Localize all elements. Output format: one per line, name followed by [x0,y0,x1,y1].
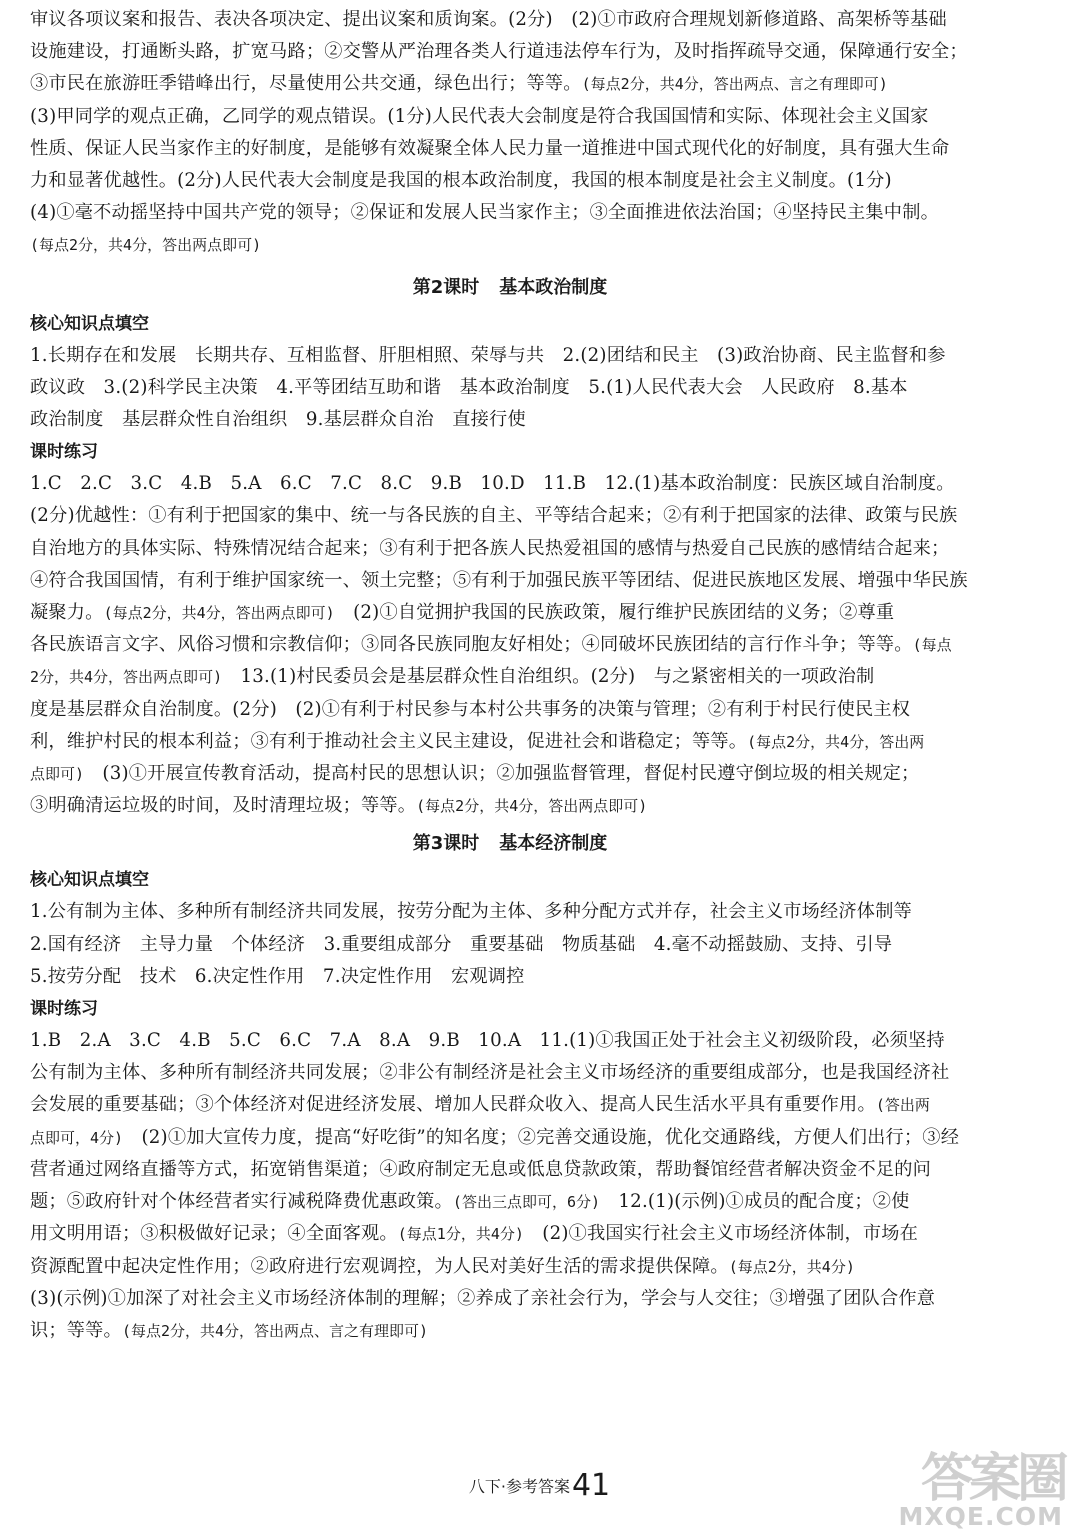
text-line: ③明确清运垃圾的时间，及时清理垃圾；等等。(每点2分，共4分，答出两点即可) [30,795,648,817]
text-line: ④符合我国国情，有利于维护国家统一、领土完整；⑤有利于加强民族平等团结、促进民族地区发展、增强中华民族 [30,569,968,591]
text-line: (4)①毫不动摇坚持中国共产党的领导；②保证和发展人民当家作主；③全面推进依法治国；④坚持民主集中制。 [30,202,939,224]
text-line: (每点2分，共4分，答出两点即可) [30,236,262,255]
text-line: 资源配置中起决定性作用；②政府进行宏观调控，为人民对美好生活的需求提供保障。(每点2分，共4分) [30,1255,855,1277]
answer-page [30,0,990,1347]
text-line: 会发展的重要基础；③个体经济对促进经济发展、增加人民群众收入、提高人民生活水平具有重要作用。(答出两 [30,1094,930,1116]
text-line: 自治地方的具体实际、特殊情况结合起来；③有利于把各族人民热爱祖国的感情与热爱自己民族的感情结合起来； [30,537,950,559]
lesson-2-practice [30,468,990,822]
footer-label: 八下·参考答案 [468,1477,570,1496]
text-line: 力和显著优越性。(2分)人民代表大会制度是我国的根本政治制度，我国的根本制度是社会主义制度。(1分) [30,170,892,192]
text-line: 性质、保证人民当家作主的好制度，是能够有效凝聚全体人民力量一道推进中国式现代化的好制度，具有强大生命 [30,137,950,159]
text-line: 审议各项议案和报告、表决各项决定、提出议案和质询案。(2分) (2)①市政府合理规划新修道路、高架桥等基础 [30,9,947,30]
watermark-logo [875,1436,1065,1536]
text-line: 利，维护村民的根本利益；③有利于推动社会主义民主建设，促进社会和谐稳定；等等。(每点2分，共4分，答出两 [30,730,925,752]
text-line: 点即可) (3)①开展宣传教育活动，提高村民的思想认识；②加强监督管理，督促村民遵守倒垃圾的相关规定； [30,763,920,785]
text-line: 2分，共4分，答出两点即可) 13.(1)村民委员会是基层群众性自治组织。(2分) 与之紧密相关的一项政治制 [30,666,875,688]
text-line: 政议政 3.(2)科学民主决策 4.平等团结互助和谐 基本政治制度 5.(1)人民代表大会 人民政府 8.基本 [30,376,908,398]
text-line: 营者通过网络直播等方式，拓宽销售渠道；④政府制定无息或低息贷款政策，帮助餐馆经营者解决资金不足的问 [30,1158,931,1180]
text-line: 度是基层群众自治制度。(2分) (2)①有利于村民参与本村公共事务的决策与管理；②有利于村民行使民主权 [30,698,911,720]
text-line: (2分)优越性：①有利于把国家的集中、统一与各民族的自主、平等结合起来；②有利于把国家的法律、政策与民族 [30,505,958,527]
lesson-3-heading: 第3课时 基本经济制度 [412,833,608,855]
text-line: 识；等等。(每点2分，共4分，答出两点、言之有理即可) [30,1319,429,1341]
practice-title: 课时练习 [30,442,98,463]
text-line: ③市民在旅游旺季错峰出行，尽量使用公共交通，绿色出行；等等。(每点2分，共4分，答出两点、言之有理即可) [30,73,888,95]
text-line: 公有制为主体、多种所有制经济共同发展；②非公有制经济是社会主义市场经济的重要组成部分，也是我国经济社 [30,1062,950,1084]
text-line: (3)(示例)①加深了对社会主义市场经济体制的理解；②养成了亲社会行为，学会与人交往；③增强了团队合作意 [30,1287,936,1309]
lesson-3-practice [30,1025,990,1347]
text-line: 题；⑤政府针对个体经营者实行减税降费优惠政策。(答出三点即可，6分) 12.(1)(示例)①成员的配合度；②使 [30,1191,910,1213]
lesson-3-knowledge [30,896,990,993]
text-line: 点即可，4分) (2)①加大宣传力度，提高“好吃街”的知名度；②完善交通设施，优化交通路线，方便人们出行；③经 [30,1126,960,1148]
text-line: 1.长期存在和发展 长期共存、互相监督、肝胆相照、荣辱与共 2.(2)团结和民主 (3)政治协商、民主监督和参 [30,344,946,366]
text-line: 1.B 2.A 3.C 4.B 5.C 6.C 7.A 8.A 9.B 10.A 11.(1)①我国正处于社会主义初级阶段，必须坚持 [30,1030,945,1052]
watermark-text-en: MXQE.COM [898,1502,1063,1531]
text-line: 政治制度 基层群众性自治组织 9.基层群众自治 直接行使 [30,409,526,431]
practice-title: 课时练习 [30,999,98,1020]
text-line: (3)甲同学的观点正确，乙同学的观点错误。(1分)人民代表大会制度是符合我国国情和实际、体现社会主义国家 [30,105,929,127]
page-number: 41 [571,1468,611,1503]
text-line: 用文明用语；③积极做好记录；④全面客观。(每点1分，共4分) (2)①我国实行社会主义市场经济体制，市场在 [30,1223,919,1245]
text-line: 5.按劳分配 技术 6.决定性作用 7.决定性作用 宏观调控 [30,965,525,987]
text-line: 1.C 2.C 3.C 4.B 5.A 6.C 7.C 8.C 9.B 10.D 11.B 12.(1)基本政治制度：民族区域自治制度。 [30,473,955,495]
lesson-2-heading: 第2课时 基本政治制度 [412,276,608,298]
text-line: 设施建设，打通断头路，扩宽马路；②交警从严治理各类人行道违法停车行为，及时指挥疏导交通，保障通行安全； [30,41,968,63]
core-knowledge-title: 核心知识点填空 [30,870,149,891]
text-line: 凝聚力。(每点2分，共4分，答出两点即可) (2)①自觉拥护我国的民族政策，履行维护民族团结的义务；②尊重 [30,602,895,624]
core-knowledge-title: 核心知识点填空 [30,313,149,334]
text-line: 2.国有经济 主导力量 个体经济 3.重要组成部分 重要基础 物质基础 4.毫不动摇鼓励、支持、引导 [30,933,893,955]
text-line: 1.公有制为主体、多种所有制经济共同发展，按劳分配为主体、多种分配方式并存，社会主义市场经济体制等 [30,901,912,923]
text-line: 各民族语言文字、风俗习惯和宗教信仰；③同各民族同胞友好相处；④同破坏民族团结的言行作斗争；等等。(每点 [30,634,952,656]
watermark-text-cn: 答案圈 [920,1449,1065,1509]
lesson-2-knowledge [30,340,990,437]
continued-answers [30,0,990,262]
